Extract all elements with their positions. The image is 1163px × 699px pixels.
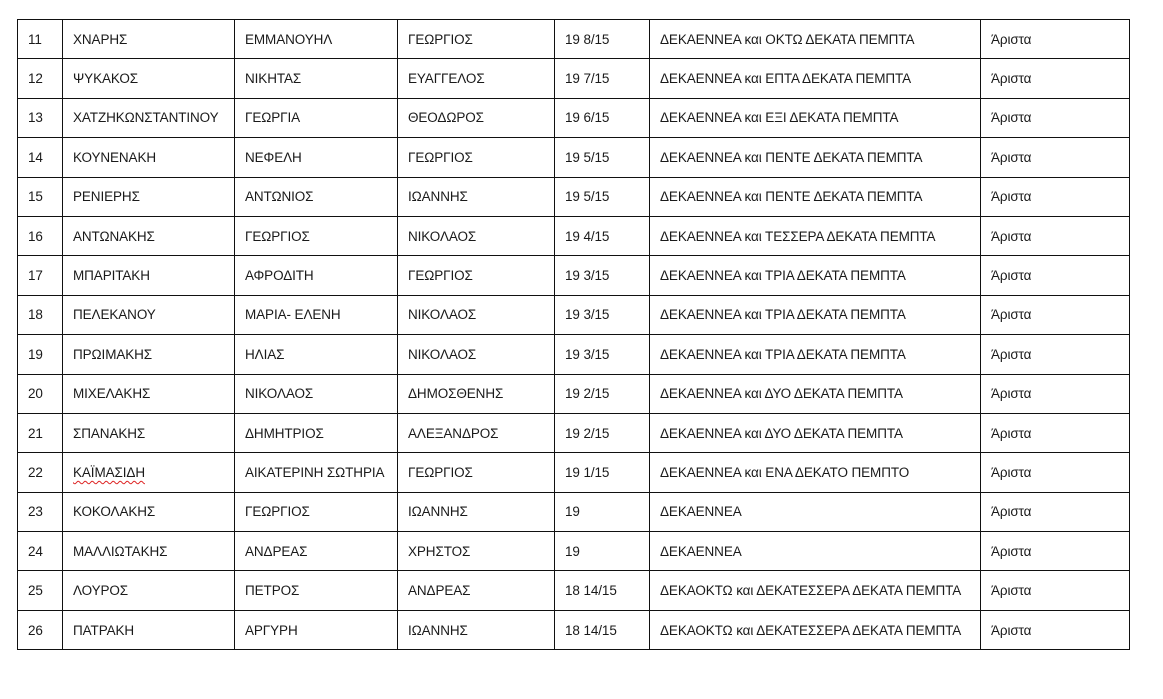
cell-quality: Άριστα xyxy=(981,335,1130,374)
cell-grade: 19 5/15 xyxy=(555,177,650,216)
cell-quality: Άριστα xyxy=(981,138,1130,177)
cell-grade: 19 4/15 xyxy=(555,216,650,255)
table-row xyxy=(18,335,1130,374)
cell-surname xyxy=(63,453,235,492)
cell-surname: ΠΕΛΕΚΑΝΟΥ xyxy=(63,295,235,334)
cell-number: 11 xyxy=(18,20,63,59)
cell-number: 22 xyxy=(18,453,63,492)
cell-father-name: ΝΙΚΟΛΑΟΣ xyxy=(398,295,555,334)
cell-grade: 19 3/15 xyxy=(555,335,650,374)
grades-table xyxy=(17,19,1130,650)
cell-grade-words: ΔΕΚΑΕΝΝΕΑ και ΤΡΙΑ ΔΕΚΑΤΑ ΠΕΜΠΤΑ xyxy=(650,295,981,334)
cell-father-name: ΝΙΚΟΛΑΟΣ xyxy=(398,216,555,255)
cell-grade: 19 6/15 xyxy=(555,98,650,137)
cell-grade-words: ΔΕΚΑΕΝΝΕΑ και ΤΕΣΣΕΡΑ ΔΕΚΑΤΑ ΠΕΜΠΤΑ xyxy=(650,216,981,255)
grades-table-body xyxy=(18,20,1130,650)
table-row xyxy=(18,216,1130,255)
cell-father-name: ΙΩΑΝΝΗΣ xyxy=(398,492,555,531)
cell-quality: Άριστα xyxy=(981,256,1130,295)
cell-quality: Άριστα xyxy=(981,492,1130,531)
cell-grade: 19 xyxy=(555,532,650,571)
cell-number: 12 xyxy=(18,59,63,98)
cell-grade-words: ΔΕΚΑΕΝΝΕΑ και ΕΞΙ ΔΕΚΑΤΑ ΠΕΜΠΤΑ xyxy=(650,98,981,137)
table-row xyxy=(18,98,1130,137)
table-row xyxy=(18,532,1130,571)
cell-quality: Άριστα xyxy=(981,59,1130,98)
cell-grade: 19 7/15 xyxy=(555,59,650,98)
table-row xyxy=(18,295,1130,334)
cell-surname: ΧΝΑΡΗΣ xyxy=(63,20,235,59)
cell-father-name: ΔΗΜΟΣΘΕΝΗΣ xyxy=(398,374,555,413)
cell-surname: ΛΟΥΡΟΣ xyxy=(63,571,235,610)
cell-grade: 18 14/15 xyxy=(555,610,650,649)
cell-surname: ΜΠΑΡΙΤΑΚΗ xyxy=(63,256,235,295)
cell-number: 20 xyxy=(18,374,63,413)
cell-first-name: ΝΙΚΟΛΑΟΣ xyxy=(235,374,398,413)
cell-surname: ΨΥΚΑΚΟΣ xyxy=(63,59,235,98)
cell-grade-words: ΔΕΚΑΕΝΝΕΑ και ΕΝΑ ΔΕΚΑΤΟ ΠΕΜΠΤΟ xyxy=(650,453,981,492)
table-row xyxy=(18,177,1130,216)
table-row xyxy=(18,453,1130,492)
table-row xyxy=(18,374,1130,413)
cell-grade: 19 2/15 xyxy=(555,413,650,452)
cell-number: 18 xyxy=(18,295,63,334)
table-row xyxy=(18,571,1130,610)
cell-father-name: ΧΡΗΣΤΟΣ xyxy=(398,532,555,571)
cell-quality: Άριστα xyxy=(981,216,1130,255)
table-row xyxy=(18,492,1130,531)
table-row xyxy=(18,610,1130,649)
table-row xyxy=(18,413,1130,452)
cell-father-name: ΕΥΑΓΓΕΛΟΣ xyxy=(398,59,555,98)
cell-surname: ΧΑΤΖΗΚΩΝΣΤΑΝΤΙΝΟΥ xyxy=(63,98,235,137)
cell-grade-words: ΔΕΚΑΕΝΝΕΑ και ΕΠΤΑ ΔΕΚΑΤΑ ΠΕΜΠΤΑ xyxy=(650,59,981,98)
cell-grade-words: ΔΕΚΑΕΝΝΕΑ και ΔΥΟ ΔΕΚΑΤΑ ΠΕΜΠΤΑ xyxy=(650,413,981,452)
cell-first-name: ΔΗΜΗΤΡΙΟΣ xyxy=(235,413,398,452)
cell-surname: ΜΑΛΛΙΩΤΑΚΗΣ xyxy=(63,532,235,571)
cell-number: 16 xyxy=(18,216,63,255)
cell-quality: Άριστα xyxy=(981,453,1130,492)
cell-grade-words: ΔΕΚΑΕΝΝΕΑ xyxy=(650,532,981,571)
cell-grade: 19 8/15 xyxy=(555,20,650,59)
table-row xyxy=(18,256,1130,295)
cell-first-name: ΝΙΚΗΤΑΣ xyxy=(235,59,398,98)
cell-first-name: ΜΑΡΙΑ- ΕΛΕΝΗ xyxy=(235,295,398,334)
cell-first-name: ΓΕΩΡΓΙΟΣ xyxy=(235,216,398,255)
cell-number: 21 xyxy=(18,413,63,452)
cell-quality: Άριστα xyxy=(981,20,1130,59)
table-row xyxy=(18,20,1130,59)
cell-first-name: ΕΜΜΑΝΟΥΗΛ xyxy=(235,20,398,59)
cell-father-name: ΓΕΩΡΓΙΟΣ xyxy=(398,138,555,177)
spellcheck-flagged-word[interactable]: ΚΑΪΜΑΣΙΔΗ xyxy=(73,464,145,480)
cell-first-name: ΗΛΙΑΣ xyxy=(235,335,398,374)
cell-father-name: ΙΩΑΝΝΗΣ xyxy=(398,177,555,216)
cell-surname: ΠΡΩΙΜΑΚΗΣ xyxy=(63,335,235,374)
cell-number: 19 xyxy=(18,335,63,374)
cell-number: 26 xyxy=(18,610,63,649)
cell-quality: Άριστα xyxy=(981,98,1130,137)
cell-quality: Άριστα xyxy=(981,571,1130,610)
cell-grade-words: ΔΕΚΑΟΚΤΩ και ΔΕΚΑΤΕΣΣΕΡΑ ΔΕΚΑΤΑ ΠΕΜΠΤΑ xyxy=(650,571,981,610)
cell-number: 24 xyxy=(18,532,63,571)
cell-first-name: ΑΡΓΥΡΗ xyxy=(235,610,398,649)
cell-grade-words: ΔΕΚΑΕΝΝΕΑ και ΤΡΙΑ ΔΕΚΑΤΑ ΠΕΜΠΤΑ xyxy=(650,335,981,374)
cell-surname: ΚΟΚΟΛΑΚΗΣ xyxy=(63,492,235,531)
cell-grade-words: ΔΕΚΑΟΚΤΩ και ΔΕΚΑΤΕΣΣΕΡΑ ΔΕΚΑΤΑ ΠΕΜΠΤΑ xyxy=(650,610,981,649)
cell-grade: 18 14/15 xyxy=(555,571,650,610)
cell-first-name: ΝΕΦΕΛΗ xyxy=(235,138,398,177)
cell-first-name: ΑΝΤΩΝΙΟΣ xyxy=(235,177,398,216)
cell-first-name: ΑΝΔΡΕΑΣ xyxy=(235,532,398,571)
cell-surname: ΣΠΑΝΑΚΗΣ xyxy=(63,413,235,452)
table-row xyxy=(18,138,1130,177)
cell-father-name: ΑΝΔΡΕΑΣ xyxy=(398,571,555,610)
cell-first-name: ΑΙΚΑΤΕΡΙΝΗ ΣΩΤΗΡΙΑ xyxy=(235,453,398,492)
cell-number: 13 xyxy=(18,98,63,137)
cell-surname: ΡΕΝΙΕΡΗΣ xyxy=(63,177,235,216)
cell-father-name: ΝΙΚΟΛΑΟΣ xyxy=(398,335,555,374)
table-row xyxy=(18,59,1130,98)
cell-first-name: ΑΦΡΟΔΙΤΗ xyxy=(235,256,398,295)
cell-number: 14 xyxy=(18,138,63,177)
cell-grade-words: ΔΕΚΑΕΝΝΕΑ και ΠΕΝΤΕ ΔΕΚΑΤΑ ΠΕΜΠΤΑ xyxy=(650,138,981,177)
cell-grade: 19 1/15 xyxy=(555,453,650,492)
cell-grade-words: ΔΕΚΑΕΝΝΕΑ και ΟΚΤΩ ΔΕΚΑΤΑ ΠΕΜΠΤΑ xyxy=(650,20,981,59)
cell-number: 17 xyxy=(18,256,63,295)
cell-father-name: ΑΛΕΞΑΝΔΡΟΣ xyxy=(398,413,555,452)
cell-surname: ΚΟΥΝΕΝΑΚΗ xyxy=(63,138,235,177)
cell-grade: 19 3/15 xyxy=(555,256,650,295)
cell-quality: Άριστα xyxy=(981,295,1130,334)
cell-number: 25 xyxy=(18,571,63,610)
cell-father-name: ΘΕΟΔΩΡΟΣ xyxy=(398,98,555,137)
cell-father-name: ΓΕΩΡΓΙΟΣ xyxy=(398,20,555,59)
cell-father-name: ΙΩΑΝΝΗΣ xyxy=(398,610,555,649)
cell-first-name: ΓΕΩΡΓΙΑ xyxy=(235,98,398,137)
cell-first-name: ΓΕΩΡΓΙΟΣ xyxy=(235,492,398,531)
cell-quality: Άριστα xyxy=(981,177,1130,216)
cell-quality: Άριστα xyxy=(981,532,1130,571)
cell-quality: Άριστα xyxy=(981,374,1130,413)
cell-quality: Άριστα xyxy=(981,413,1130,452)
cell-father-name: ΓΕΩΡΓΙΟΣ xyxy=(398,453,555,492)
cell-grade: 19 xyxy=(555,492,650,531)
cell-surname: ΜΙΧΕΛΑΚΗΣ xyxy=(63,374,235,413)
cell-first-name: ΠΕΤΡΟΣ xyxy=(235,571,398,610)
cell-grade-words: ΔΕΚΑΕΝΝΕΑ και ΔΥΟ ΔΕΚΑΤΑ ΠΕΜΠΤΑ xyxy=(650,374,981,413)
cell-surname: ΑΝΤΩΝΑΚΗΣ xyxy=(63,216,235,255)
cell-grade: 19 3/15 xyxy=(555,295,650,334)
cell-father-name: ΓΕΩΡΓΙΟΣ xyxy=(398,256,555,295)
cell-grade: 19 5/15 xyxy=(555,138,650,177)
cell-quality: Άριστα xyxy=(981,610,1130,649)
cell-surname: ΠΑΤΡΑΚΗ xyxy=(63,610,235,649)
cell-grade: 19 2/15 xyxy=(555,374,650,413)
cell-number: 23 xyxy=(18,492,63,531)
cell-grade-words: ΔΕΚΑΕΝΝΕΑ xyxy=(650,492,981,531)
cell-grade-words: ΔΕΚΑΕΝΝΕΑ και ΤΡΙΑ ΔΕΚΑΤΑ ΠΕΜΠΤΑ xyxy=(650,256,981,295)
cell-grade-words: ΔΕΚΑΕΝΝΕΑ και ΠΕΝΤΕ ΔΕΚΑΤΑ ΠΕΜΠΤΑ xyxy=(650,177,981,216)
cell-number: 15 xyxy=(18,177,63,216)
